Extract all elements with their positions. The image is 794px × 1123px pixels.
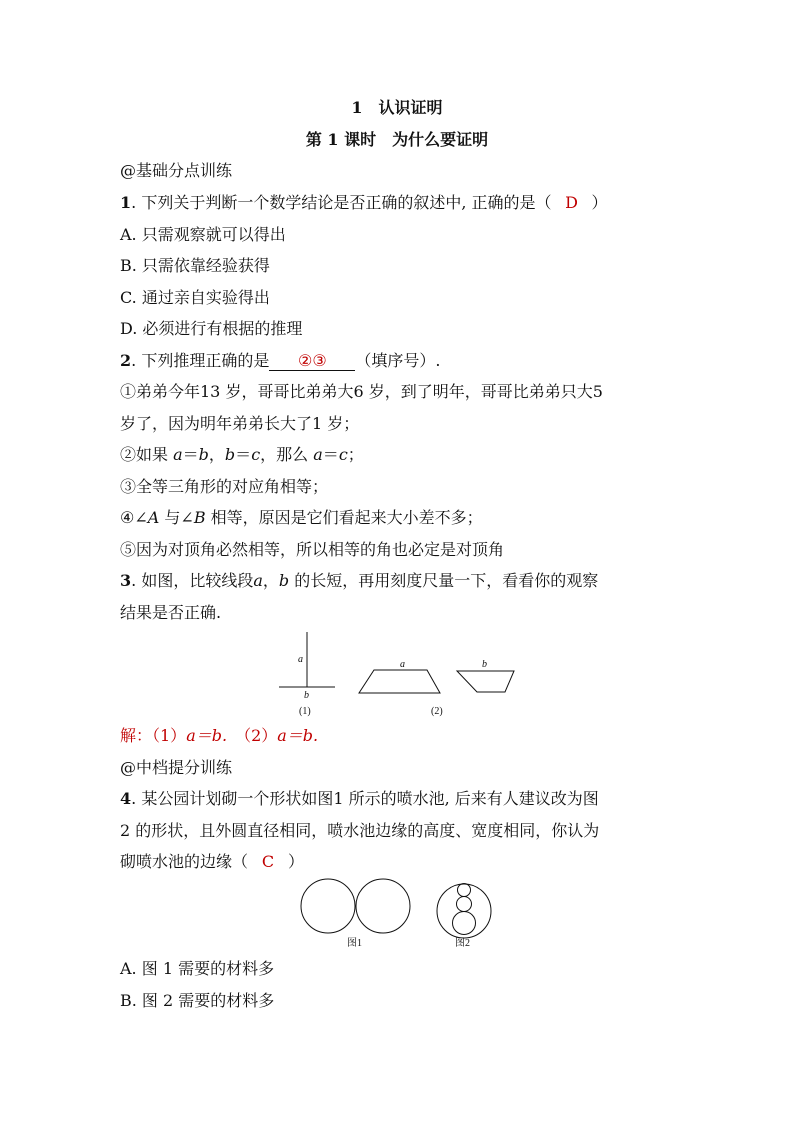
statement-1-line-2: 岁了，因为明年弟弟长大了1 岁； [120, 414, 360, 433]
segments-figure [270, 626, 530, 718]
answer-blank: ②③ [269, 352, 355, 371]
close-paren: ） [288, 852, 305, 871]
solution-answer-2: a＝b. [277, 726, 319, 745]
statement-1-line-1: ①弟弟今年13 岁，哥哥比弟弟大6 岁，到了明年，哥哥比弟弟只大5 [120, 382, 603, 401]
label-a: a [400, 659, 405, 670]
caption-2: (2) [431, 706, 443, 717]
trapezoid-b [457, 671, 514, 692]
section-heading-basic: @基础分点训练 [120, 161, 233, 180]
figure-2-top-circle [458, 884, 471, 897]
text: 的长短，再用刻度尺量一下，看看你的观察 [289, 571, 599, 590]
var-c: c [251, 445, 261, 464]
comma: ， [208, 445, 225, 464]
text: 砌喷水池的边缘（ [120, 852, 249, 871]
question-4-line-2: 2 的形状，且外圆直径相同，喷水池边缘的高度、宽度相同，你认为 [120, 821, 600, 840]
label-b: b [304, 690, 309, 701]
question-number: 4 [120, 789, 132, 808]
figure-2-bottom-circle [453, 912, 476, 935]
question-3-solution [120, 726, 318, 746]
question-3-line-2: 结果是否正确. [120, 603, 222, 622]
text: 与∠ [159, 508, 194, 527]
question-number: 3 [120, 571, 132, 590]
solution-mid: （2） [227, 726, 278, 745]
text: ②如果 [120, 445, 174, 464]
question-number: 2 [120, 351, 132, 370]
answer-choice: D [565, 193, 578, 212]
question-text: . 下列关于判断一个数学结论是否正确的叙述中, 正确的是（ [131, 193, 552, 212]
var-c: c [338, 445, 348, 464]
text: ； [347, 445, 364, 464]
question-4-line-1 [120, 789, 599, 809]
statement-3: ③全等三角形的对应角相等； [120, 477, 329, 496]
question-1-stem [120, 193, 608, 213]
text: ④∠ [120, 508, 148, 527]
answer-choice: C [261, 852, 275, 871]
figure-1-left-circle [301, 879, 355, 933]
option-b: B. 图 2 需要的材料多 [120, 991, 275, 1010]
option-c: C. 通过亲自实验得出 [120, 288, 270, 307]
question-3-stem [120, 571, 598, 591]
close-paren: ） [591, 193, 608, 212]
eq: ＝ [182, 445, 199, 464]
solution-prefix: 解：（1） [120, 726, 187, 745]
solution-answer-1: a＝b. [186, 726, 228, 745]
fountain-figure [296, 874, 506, 954]
page-title: 1 认识证明 [351, 98, 443, 117]
question-tail: （填序号）. [355, 351, 441, 370]
var-b: b [278, 571, 290, 590]
var-a: a [313, 445, 323, 464]
question-text: . 下列推理正确的是 [131, 351, 270, 370]
caption-figure-1: 图1 [347, 938, 362, 949]
statement-2 [120, 445, 364, 465]
var-b: b [198, 445, 209, 464]
eq: ＝ [322, 445, 339, 464]
text: ，那么 [260, 445, 314, 464]
figure-2-middle-circle [457, 897, 472, 912]
var-a: a [253, 571, 263, 590]
text: . 如图，比较线段 [131, 571, 254, 590]
var-b: b [224, 445, 236, 464]
question-2-stem [120, 351, 440, 371]
comma: ， [262, 571, 279, 590]
figure-1-right-circle [356, 879, 410, 933]
question-number: 1 [120, 193, 132, 212]
section-heading-intermediate: @中档提分训练 [120, 758, 233, 777]
option-d: D. 必须进行有根据的推理 [120, 319, 303, 338]
option-a: A. 只需观察就可以得出 [120, 225, 286, 244]
var-a: a [173, 445, 183, 464]
option-b: B. 只需依靠经验获得 [120, 256, 270, 275]
text: 相等，原因是它们看起来大小差不多； [205, 508, 483, 527]
question-4-line-3 [120, 852, 304, 872]
var-B: B [193, 508, 206, 527]
var-A: A [147, 508, 160, 527]
label-b: b [482, 659, 487, 670]
label-a: a [298, 654, 303, 665]
eq: ＝ [235, 445, 252, 464]
statement-5: ⑤因为对顶角必然相等，所以相等的角也必定是对顶角 [120, 540, 505, 559]
lesson-subtitle: 第 1 课时 为什么要证明 [305, 130, 489, 149]
caption-figure-2: 图2 [455, 938, 470, 949]
text: . 某公园计划砌一个形状如图1 所示的喷水池, 后来有人建议改为图 [131, 789, 599, 808]
statement-4 [120, 508, 483, 528]
caption-1: (1) [299, 706, 311, 717]
option-a: A. 图 1 需要的材料多 [120, 959, 275, 978]
trapezoid-a [359, 670, 440, 693]
